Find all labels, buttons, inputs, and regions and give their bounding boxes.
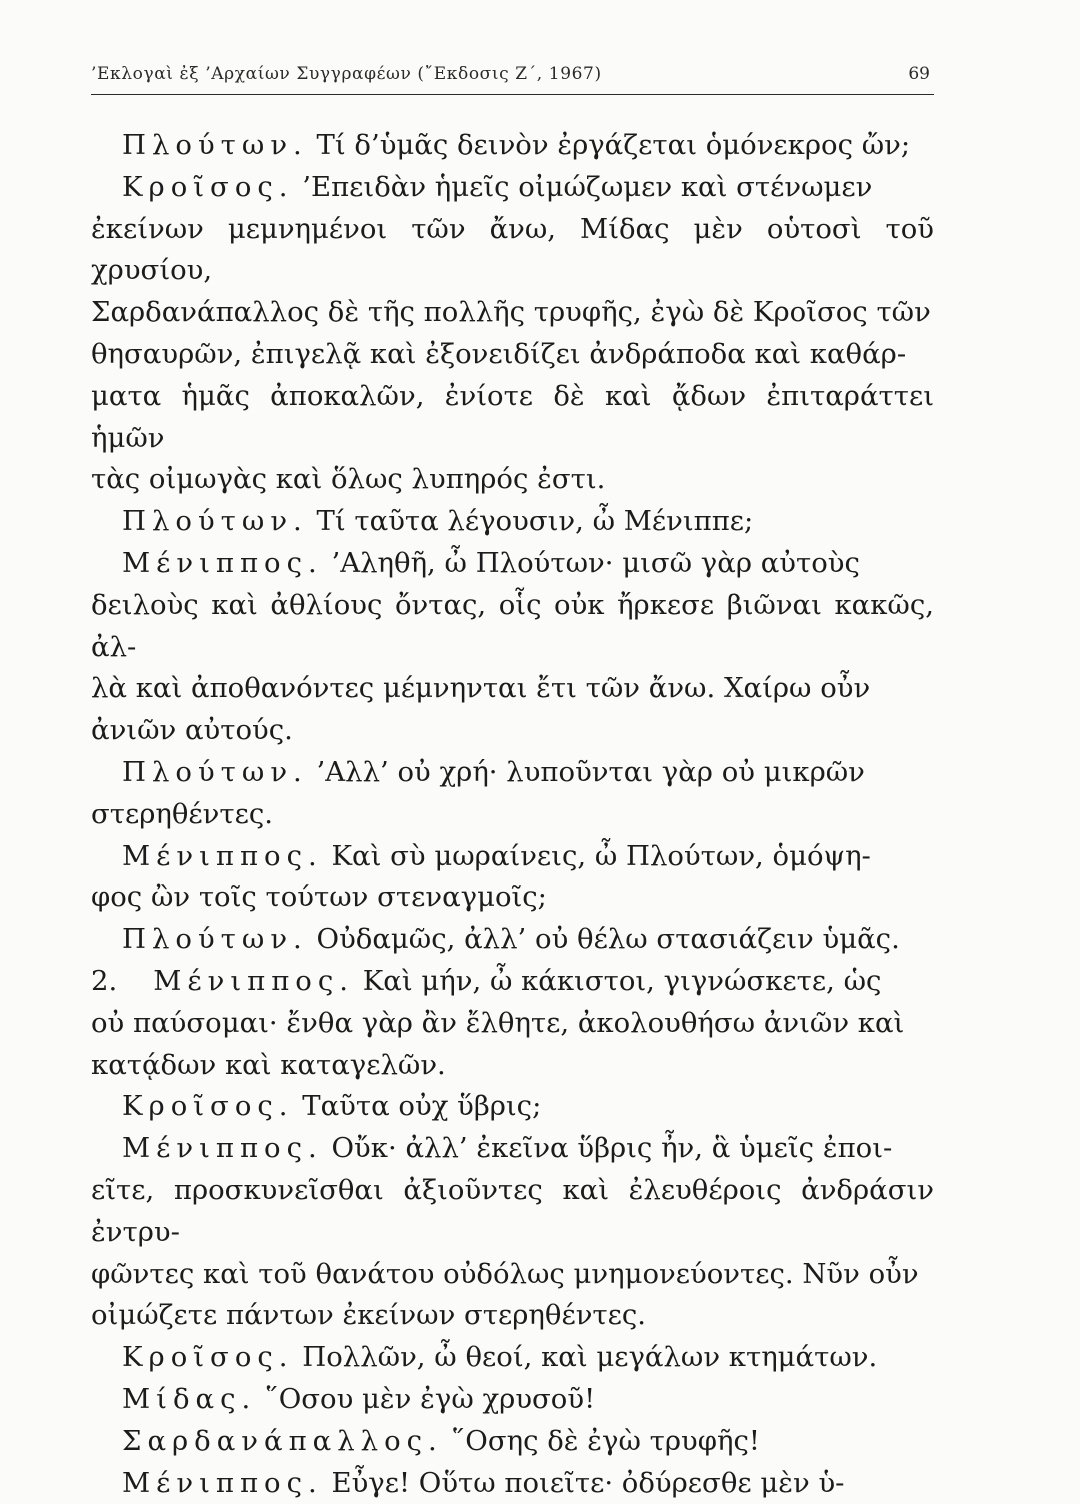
speaker-name: Μίδας. — [122, 1383, 256, 1415]
speaker-name: Μένιππος. — [122, 1467, 323, 1499]
section-number: 2. — [91, 965, 117, 997]
speech-text: ῞Οσου μὲν ἐγὼ χρυσοῦ! — [256, 1383, 595, 1415]
speaker-name: Μένιππος. — [122, 840, 323, 872]
text-line — [91, 1337, 934, 1379]
text-line — [91, 752, 934, 794]
text-line: φῶντες καὶ τοῦ θανάτου οὐδόλως μνημονεύοντες. Νῦν οὖν — [91, 1254, 934, 1296]
body-text — [91, 125, 934, 1504]
text-line — [91, 1421, 934, 1463]
speech-text: Καὶ μήν, ὦ κάκιστοι, γιγνώσκετε, ὡς — [354, 965, 881, 997]
speech-text: ’Αλλ’ οὐ χρή· λυποῦνται γὰρ οὐ μικρῶν — [308, 756, 865, 788]
speaker-name: Πλούτων. — [122, 129, 308, 161]
text-line: φος ὢν τοῖς τούτων στεναγμοῖς; — [91, 877, 934, 919]
text-line — [91, 836, 934, 878]
text-line: οὐ παύσομαι· ἔνθα γὰρ ἂν ἔλθητε, ἀκολουθήσω ἀνιῶν καὶ — [91, 1003, 934, 1045]
text-line — [91, 961, 934, 1003]
speaker-name: Πλούτων. — [122, 923, 308, 955]
text-line: τὰς οἰμωγὰς καὶ ὅλως λυπηρός ἐστι. — [91, 459, 934, 501]
text-line: δειλοὺς καὶ ἀθλίους ὄντας, οἷς οὐκ ἤρκεσε βιῶναι κακῶς, ἀλ- — [91, 585, 934, 669]
text-line: κατᾴδων καὶ καταγελῶν. — [91, 1045, 934, 1087]
text-line: ματα ἡμᾶς ἀποκαλῶν, ἐνίοτε δὲ καὶ ᾄδων ἐπιταράττει ἡμῶν — [91, 376, 934, 460]
speech-text: Τί ταῦτα λέγουσιν, ὦ Μένιππε; — [308, 505, 754, 537]
speaker-name: Κροῖσος. — [122, 1341, 294, 1373]
speaker-name: Μένιππος. — [153, 965, 354, 997]
header-title: ’Εκλογαὶ ἐξ ’Αρχαίων Συγγραφέων (῎Εκδοσις Ζ΄, 1967) — [91, 64, 602, 84]
speaker-name: Σαρδανάπαλλος. — [122, 1425, 443, 1457]
speaker-name: Μένιππος. — [122, 1132, 323, 1164]
text-line: θησαυρῶν, ἐπιγελᾷ καὶ ἐξονειδίζει ἀνδράποδα καὶ καθάρ- — [91, 334, 934, 376]
text-line: λὰ καὶ ἀποθανόντες μέμνηνται ἔτι τῶν ἄνω. Χαίρω οὖν — [91, 668, 934, 710]
speaker-name: Πλούτων. — [122, 505, 308, 537]
speech-text: Οὐδαμῶς, ἀλλ’ οὐ θέλω στασιάζειν ὑμᾶς. — [308, 923, 900, 955]
text-line: εῖτε, προσκυνεῖσθαι ἀξιοῦντες καὶ ἐλευθέροις ἀνδράσιν ἐντρυ- — [91, 1170, 934, 1254]
speech-text: ’Αληθῆ, ὦ Πλούτων· μισῶ γὰρ αὐτοὺς — [323, 547, 860, 579]
text-line — [91, 1128, 934, 1170]
text-line — [91, 1463, 934, 1504]
speech-text: Οὔκ· ἀλλ’ ἐκεῖνα ὕβρις ἦν, ἃ ὑμεῖς ἐποι- — [323, 1132, 893, 1164]
speech-text: Τί δ’ὑμᾶς δεινὸν ἐργάζεται ὁμόνεκρος ὤν; — [308, 129, 910, 161]
speaker-name: Κροῖσος. — [122, 1090, 294, 1122]
speech-text: Ταῦτα οὐχ ὕβρις; — [294, 1090, 542, 1122]
text-line: οἰμώζετε πάντων ἐκείνων στερηθέντες. — [91, 1295, 934, 1337]
text-line — [91, 1379, 934, 1421]
text-line — [91, 919, 934, 961]
text-line — [91, 543, 934, 585]
page-number: 69 — [908, 64, 930, 84]
speaker-name: Μένιππος. — [122, 547, 323, 579]
speech-text: ῞Οσης δὲ ἐγὼ τρυφῆς! — [443, 1425, 760, 1457]
text-line — [91, 1086, 934, 1128]
speaker-name: Πλούτων. — [122, 756, 308, 788]
text-line: στερηθέντες. — [91, 794, 934, 836]
running-header — [91, 64, 934, 95]
text-line — [91, 125, 934, 167]
text-line: ἀνιῶν αὐτούς. — [91, 710, 934, 752]
speech-text: Πολλῶν, ὦ θεοί, καὶ μεγάλων κτημάτων. — [294, 1341, 878, 1373]
speech-text: Καὶ σὺ μωραίνεις, ὦ Πλούτων, ὁμόψη- — [323, 840, 871, 872]
text-line — [91, 167, 934, 209]
speaker-name: Κροῖσος. — [122, 171, 294, 203]
speech-text: ’Επειδὰν ἡμεῖς οἰμώζωμεν καὶ στένωμεν — [294, 171, 873, 203]
speech-text: Εὖγε! Οὕτω ποιεῖτε· ὀδύρεσθε μὲν ὑ- — [323, 1467, 845, 1499]
text-line: ἐκείνων μεμνημένοι τῶν ἄνω, Μίδας μὲν οὑτοσὶ τοῦ χρυσίου, — [91, 209, 934, 293]
text-line — [91, 501, 934, 543]
text-line: Σαρδανάπαλλος δὲ τῆς πολλῆς τρυφῆς, ἐγὼ δὲ Κροῖσος τῶν — [91, 292, 934, 334]
